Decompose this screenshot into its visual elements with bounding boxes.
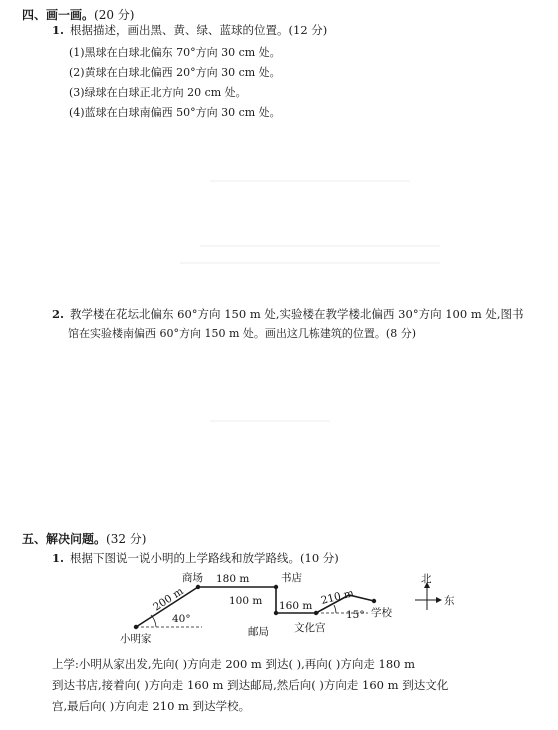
answer-paragraph [52,654,532,717]
compass [415,573,455,610]
compass-east-label: 东 [444,595,455,607]
school-label: 学校 [371,607,392,619]
mall-bookstore-distance: 180 m [216,573,250,585]
home-angle-label: 40° [172,613,191,625]
bleed-through-mark [200,245,440,247]
question-2-text-1: 教学楼在花坛北偏东 60°方向 150 m 处,实验楼在教学楼北偏西 30°方向 100 m 处,图书 [70,307,524,321]
question-3-prompt [52,548,339,568]
section-5-points: (32 分) [106,532,147,546]
question-1-prompt [52,20,327,40]
palace-school-distance: 210 m [319,587,356,607]
bookstore-post-distance: 100 m [229,595,263,607]
home-label: 小明家 [120,633,152,645]
compass-north-label: 北 [421,573,432,585]
mall-label: 商场 [182,572,203,584]
question-1-item-1: (1)黑球在白球北偏东 70°方向 30 cm 处。 [69,46,281,59]
post-palace-distance: 160 m [279,600,313,612]
section-4-title: 四、画一画。 [22,8,95,22]
question-3-text: 根据下图说一说小明的上学路线和放学路线。(10 分) [70,551,339,565]
postoffice-label: 邮局 [248,626,269,638]
question-1-item-3: (3)绿球在白球正北方向 20 cm 处。 [69,86,247,99]
mall-point [196,585,200,589]
section-4-points: (20 分) [94,8,135,22]
question-1-item-4: (4)蓝球在白球南偏西 50°方向 30 cm 处。 [69,106,281,119]
bookstore-label: 书店 [281,572,302,584]
section-5-heading [22,530,146,547]
east-arrow-icon [436,597,442,603]
palace-label: 文化宫 [294,622,326,634]
route-diagram [120,568,480,648]
palace-angle-arc [334,605,336,613]
bleed-through-mark [180,262,440,264]
bleed-through-mark [210,180,410,182]
question-2-number: 2. [52,307,65,321]
bleed-through-mark [210,420,330,422]
section-5-title: 五、解决问题。 [22,532,107,546]
school-point [372,599,376,603]
question-1-item-2: (2)黄球在白球北偏西 20°方向 30 cm 处。 [69,66,281,79]
bookstore-point [274,585,278,589]
home-mall-distance: 200 m [151,585,186,614]
question-3-number: 1. [52,551,65,565]
question-2-line-2: 馆在实验楼南偏西 60°方向 150 m 处。画出这几栋建筑的位置。(8 分) [68,327,416,340]
question-2-line-1 [52,304,524,324]
question-1-number: 1. [52,23,65,37]
palace-angle-label: 15° [346,609,365,621]
answer-line-1: 上学:小明从家出发,先向( )方向走 200 m 到达( ),再向( )方向走 180 m [52,657,416,671]
postoffice-point [274,611,278,615]
answer-line-2: 到达书店,接着向( )方向走 160 m 到达邮局,然后向( )方向走 160 m 到达文化 [52,678,449,692]
answer-line-3: 宫,最后向( )方向走 210 m 到达学校。 [52,699,251,713]
question-1-text: 根据描述，画出黑、黄、绿、蓝球的位置。(12 分) [70,23,328,37]
